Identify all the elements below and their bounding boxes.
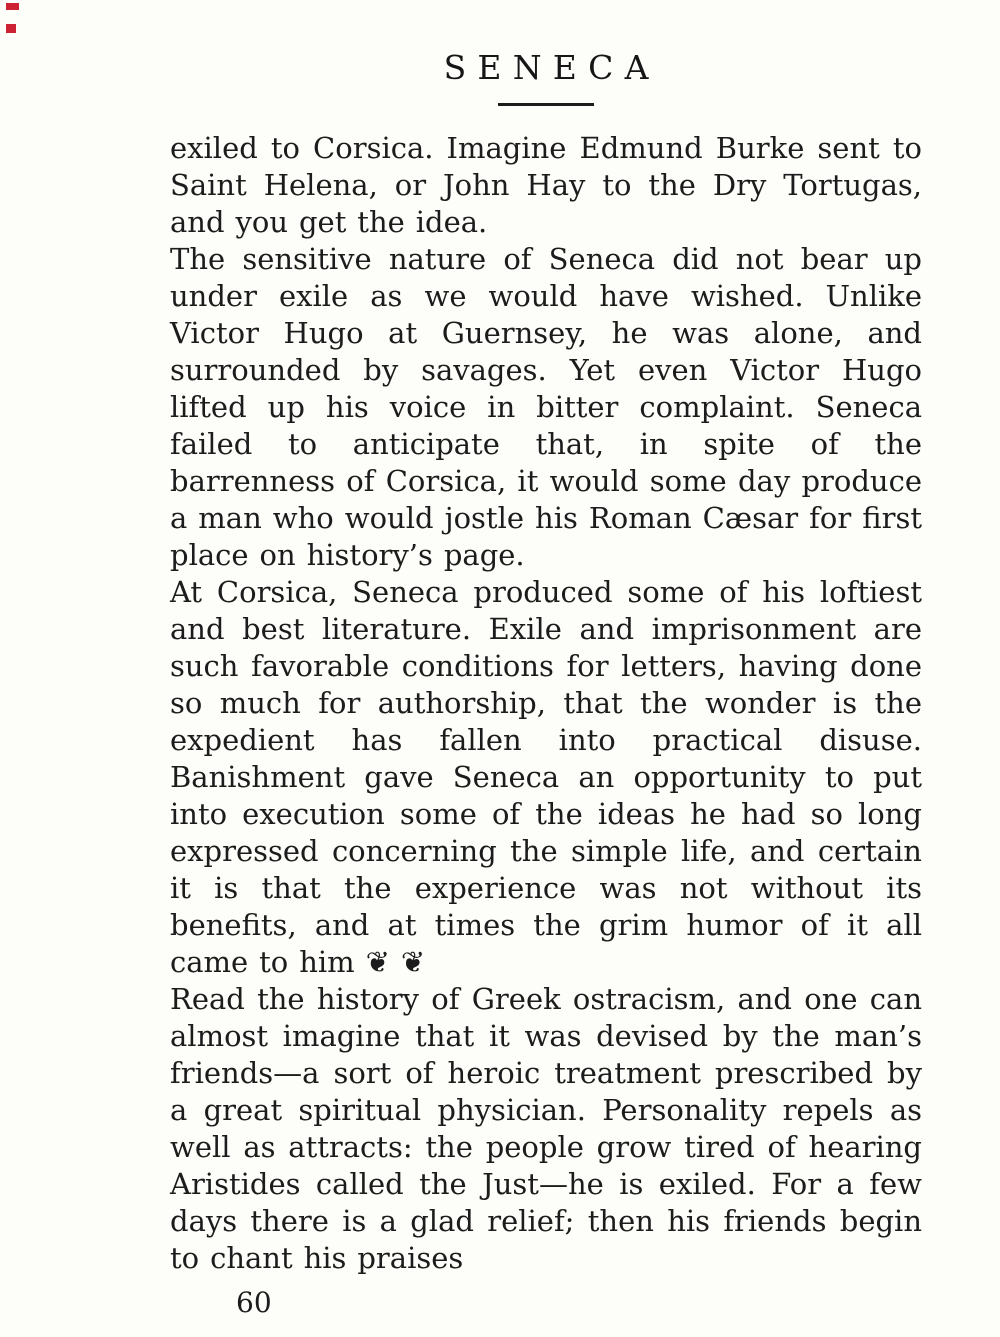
scan-artifact-mark: [6, 3, 19, 10]
paragraph: At Corsica, Seneca produced some of his loftiest and best literature. Exile and imprisonment are such favorable conditions for letters, having done so much for authorship, that the wonder is the expedient has fallen into practical disuse. Banishment gave Seneca an opportunity to put into execution some of the ideas he had so long expressed concerning the simple life, and certain it is that the experience was not without its benefits, and at times the grim humor of it all came to him ❦ ❦: [170, 575, 922, 979]
paragraph: exiled to Corsica. Imagine Edmund Burke sent to Saint Helena, or John Hay to the Dry Tortugas, and you get the idea.: [170, 131, 922, 239]
paragraph: The sensitive nature of Seneca did not bear up under exile as we would have wished. Unlike Victor Hugo at Guernsey, he was alone, and surrounded by savages. Yet even Victor Hugo lifted up his voice in bitter complaint. Seneca failed to anticipate that, in spite of the barrenness of Corsica, it would some day produce a man who would jostle his Roman Cæsar for first place on history’s page.: [170, 242, 922, 572]
scan-artifact-mark: [6, 24, 16, 33]
page-number: 60: [236, 1286, 272, 1319]
body-text: [170, 130, 922, 1277]
title-rule-divider: [498, 103, 594, 106]
page-title: SENECA: [443, 48, 660, 87]
page-content: [170, 48, 922, 1321]
paragraph: Read the history of Greek ostracism, and one can almost imagine that it was devised by the man’s friends—a sort of heroic treatment prescribed by a great spiritual physician. Personality repels as well as attracts: the people grow tired of hearing Aristides called the Just—he is exiled. For a few days there is a glad relief; then his friends begin to chant his praises: [170, 982, 922, 1275]
